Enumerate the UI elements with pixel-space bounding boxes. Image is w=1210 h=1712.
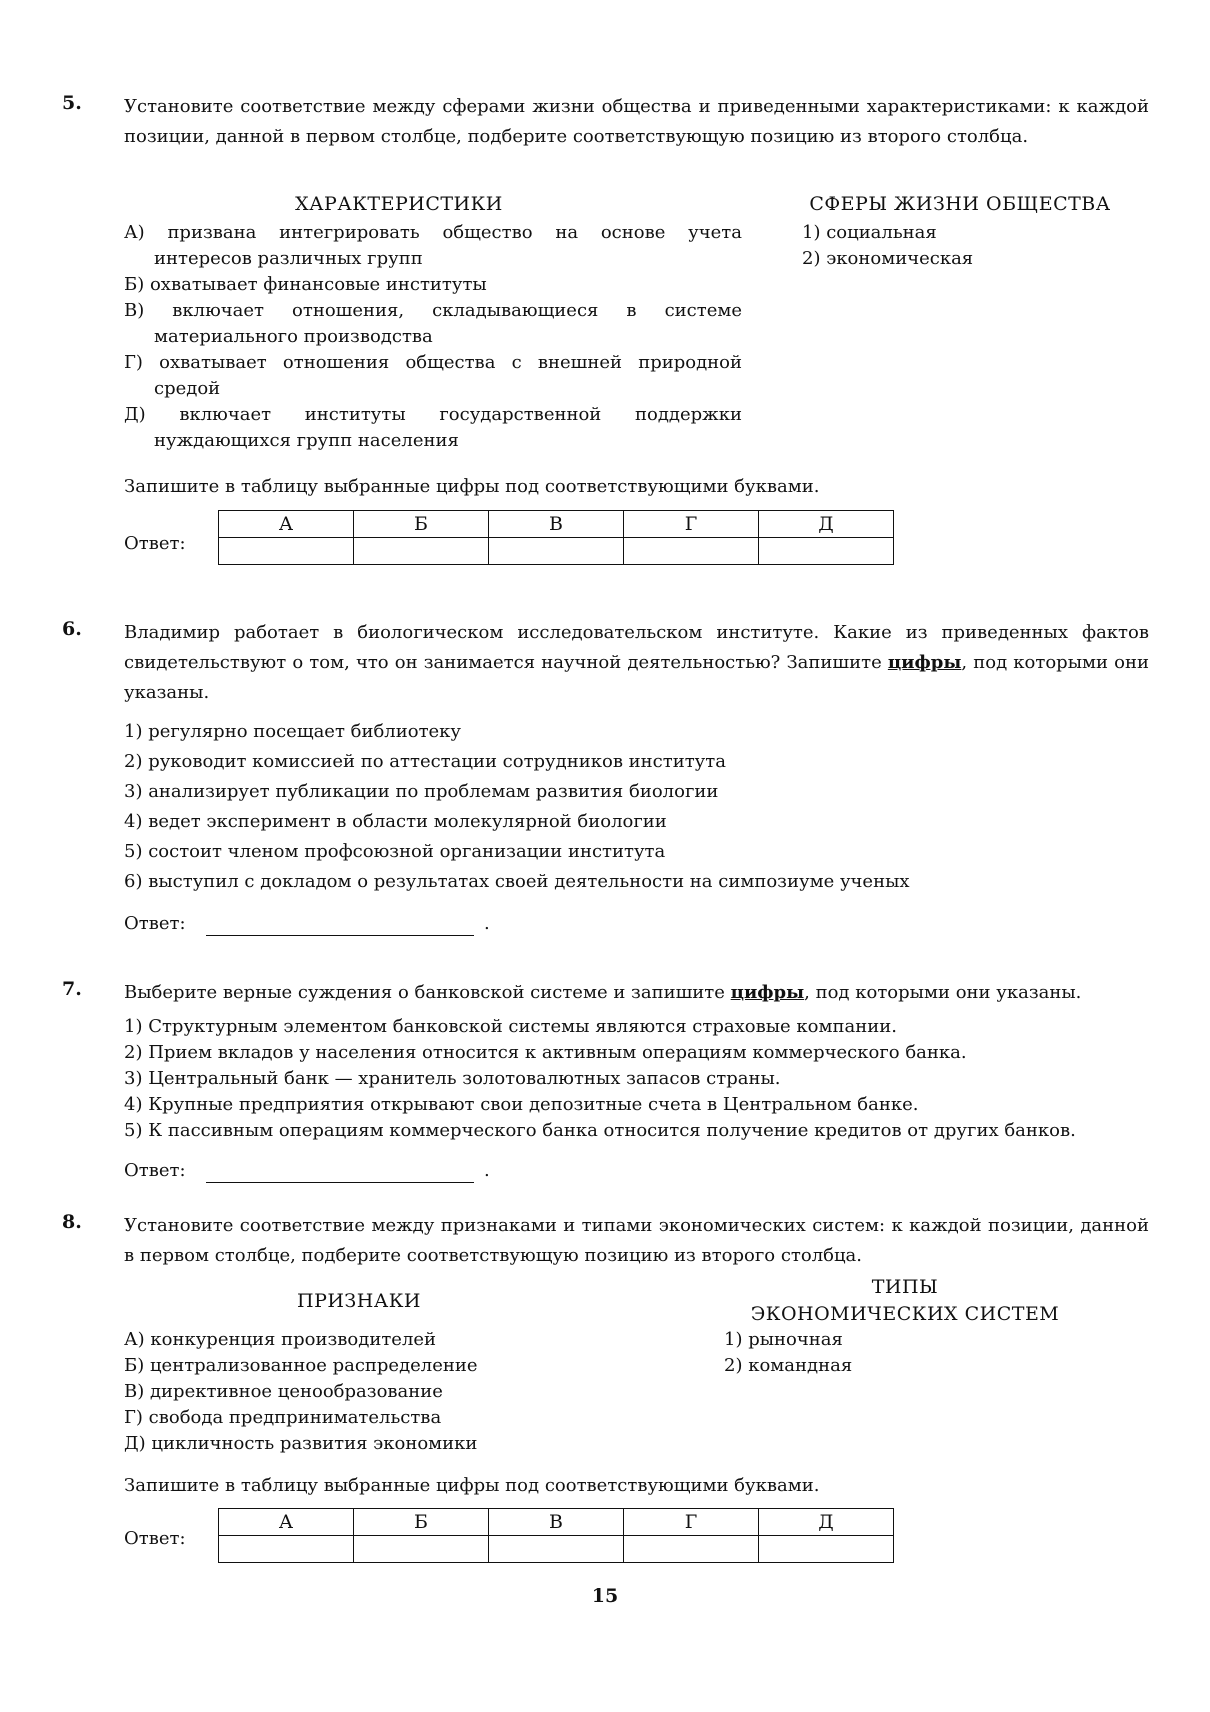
answer-cell[interactable]: [624, 538, 759, 565]
task-number: 5.: [62, 92, 82, 114]
list-item: 1) регулярно посещает библиотеку: [124, 721, 462, 742]
table-header-cell: Г: [624, 511, 759, 538]
answer-table: [218, 510, 894, 565]
answer-label: Ответ:: [124, 1160, 186, 1181]
task-stem: Установите соответствие между сферами жизни общества и приведенными характеристиками: к каждой позиции, данной в первом столбце, подберите соответствующую позицию из второго столбца.: [124, 96, 1149, 147]
stem-text: Владимир работает в биологическом исследовательском институте. Какие из приведенных фактов свидетельствуют о том, что он занимается научной деятельностью? Запишите: [124, 622, 1149, 673]
list-item: 2) экономическая: [802, 248, 974, 269]
task-stem: Установите соответствие между признаками и типами экономических систем: к каждой позиции, данной в первом столбце, подберите соответствующую позицию из второго столбца.: [124, 1215, 1149, 1266]
task-number: 6.: [62, 618, 82, 640]
table-header-cell: Б: [354, 511, 489, 538]
list-item: Г) охватывает отношения общества с внешней природной средой: [124, 352, 742, 399]
answer-cell[interactable]: [219, 538, 354, 565]
stem-text: , под которыми они указаны.: [804, 982, 1082, 1003]
answer-line[interactable]: [206, 913, 474, 936]
answer-cell[interactable]: [354, 538, 489, 565]
answer-table: [218, 1508, 894, 1563]
features-list: [124, 1327, 684, 1457]
table-header-cell: В: [489, 511, 624, 538]
list-item: 4) ведет эксперимент в области молекулярной биологии: [124, 811, 667, 832]
list-item: 6) выступил с докладом о результатах своей деятельности на симпозиуме ученых: [124, 871, 910, 892]
table-header-cell: Б: [354, 1509, 489, 1536]
list-item: Б) охватывает финансовые институты: [124, 274, 487, 295]
list-item: 1) Структурным элементом банковской системы являются страховые компании.: [124, 1016, 897, 1037]
list-item: 3) анализирует публикации по проблемам развития биологии: [124, 781, 719, 802]
list-item: Д) включает институты государственной поддержки нуждающихся групп населения: [124, 404, 742, 451]
page-number: 15: [591, 1585, 619, 1607]
list-item: 2) командная: [724, 1355, 853, 1376]
task-stem: [124, 618, 1149, 708]
stem-emphasis: цифры: [887, 652, 962, 673]
table-header-cell: Д: [759, 1509, 894, 1536]
table-header-cell: В: [489, 1509, 624, 1536]
options-list: [124, 1014, 1164, 1144]
list-item: 1) социальная: [802, 222, 937, 243]
answer-cell[interactable]: [759, 1536, 894, 1563]
list-item: В) включает отношения, складывающиеся в системе материального производства: [124, 300, 742, 347]
table-header-cell: А: [219, 511, 354, 538]
list-item: Д) цикличность развития экономики: [124, 1433, 478, 1454]
systems-list: [724, 1327, 1064, 1379]
list-item: Б) централизованное распределение: [124, 1355, 478, 1376]
systems-header-line2: ЭКОНОМИЧЕСКИХ СИСТЕМ: [750, 1303, 1060, 1325]
answer-cell[interactable]: [489, 538, 624, 565]
features-header: ПРИЗНАКИ: [297, 1290, 421, 1312]
table-header-cell: А: [219, 1509, 354, 1536]
list-item: 4) Крупные предприятия открывают свои депозитные счета в Центральном банке.: [124, 1094, 919, 1115]
characteristics-list: [124, 220, 742, 454]
table-instruction: Запишите в таблицу выбранные цифры под соответствующими буквами.: [124, 476, 820, 497]
stem-text: Выберите верные суждения о банковской системе и запишите: [124, 982, 731, 1003]
characteristics-header: ХАРАКТЕРИСТИКИ: [295, 193, 503, 215]
task-number: 8.: [62, 1211, 82, 1233]
list-item: В) директивное ценообразование: [124, 1381, 443, 1402]
answer-cell[interactable]: [489, 1536, 624, 1563]
table-instruction: Запишите в таблицу выбранные цифры под соответствующими буквами.: [124, 1475, 820, 1496]
list-item: 2) Прием вкладов у населения относится к активным операциям коммерческого банка.: [124, 1042, 967, 1063]
list-item: 1) рыночная: [724, 1329, 843, 1350]
list-item: 3) Центральный банк — хранитель золотовалютных запасов страны.: [124, 1068, 781, 1089]
answer-cell[interactable]: [759, 538, 894, 565]
answer-cell[interactable]: [354, 1536, 489, 1563]
stem-emphasis: цифры: [730, 982, 805, 1003]
answer-label: Ответ:: [124, 533, 186, 554]
list-item: 5) К пассивным операциям коммерческого банка относится получение кредитов от других банков.: [124, 1120, 1076, 1141]
list-item: А) конкуренция производителей: [124, 1329, 437, 1350]
stem-text: , под которыми они указаны.: [124, 652, 1149, 703]
list-item: 5) состоит членом профсоюзной организации института: [124, 841, 666, 862]
spheres-header: СФЕРЫ ЖИЗНИ ОБЩЕСТВА: [809, 193, 1111, 215]
spheres-list: [802, 220, 1142, 272]
answer-line[interactable]: [206, 1160, 474, 1183]
answer-end-mark: .: [484, 1160, 490, 1181]
systems-header-line1: ТИПЫ: [871, 1276, 939, 1298]
list-item: Г) свобода предпринимательства: [124, 1407, 442, 1428]
list-item: А) призвана интегрировать общество на основе учета интересов различных групп: [124, 222, 742, 269]
list-item: 2) руководит комиссией по аттестации сотрудников института: [124, 751, 726, 772]
answer-cell[interactable]: [624, 1536, 759, 1563]
task-number: 7.: [62, 978, 82, 1000]
table-header-cell: Д: [759, 511, 894, 538]
table-header-cell: Г: [624, 1509, 759, 1536]
answer-label: Ответ:: [124, 913, 186, 934]
options-list: [124, 717, 1149, 897]
answer-cell[interactable]: [219, 1536, 354, 1563]
answer-end-mark: .: [484, 913, 490, 934]
task-stem: [124, 978, 1149, 1008]
answer-label: Ответ:: [124, 1528, 186, 1549]
